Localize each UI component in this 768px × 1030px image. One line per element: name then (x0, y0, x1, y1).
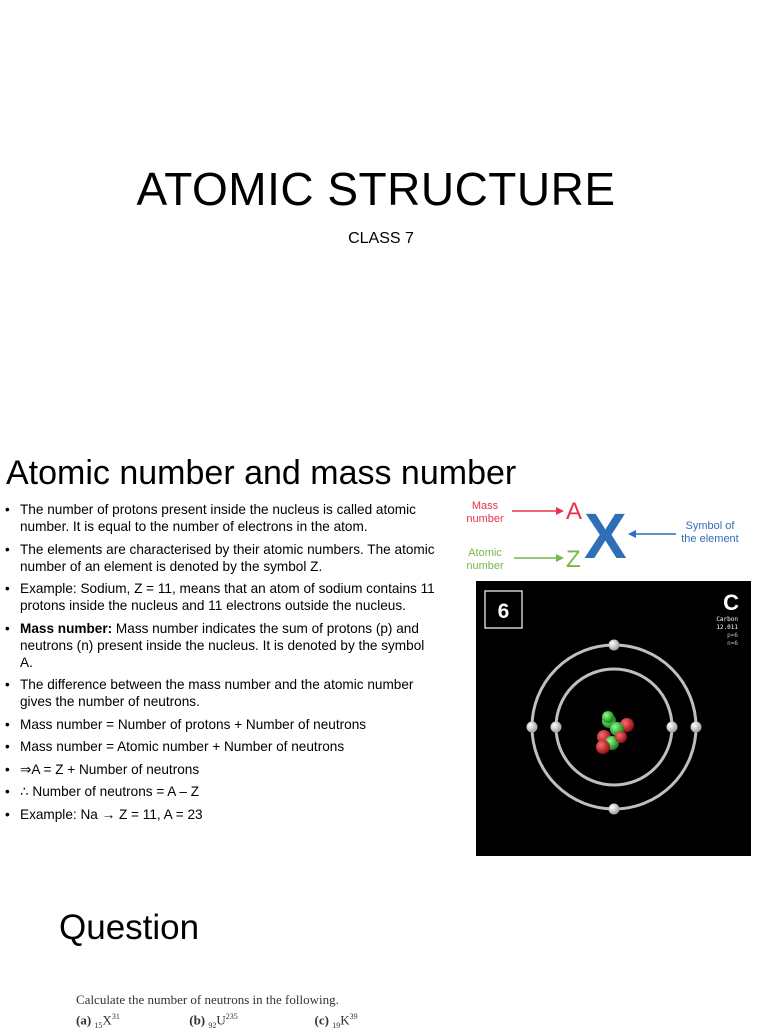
question-option (189, 1012, 311, 1030)
bullet-item (5, 738, 435, 755)
section-heading: Atomic number and mass number (6, 454, 517, 492)
option-mass-number: 39 (349, 1012, 358, 1021)
option-atomic-number: 92 (208, 1020, 217, 1030)
electron (609, 804, 620, 815)
option-label: (a) (76, 1012, 92, 1028)
element-protons: p=6 (727, 632, 738, 639)
title-slide (0, 0, 768, 440)
bullet-text: The number of protons present inside the nucleus is called atomic number. It is equal to the number of electrons in the atom. (20, 502, 416, 534)
electron (609, 640, 620, 651)
atomic-number-value: 6 (497, 600, 510, 623)
symbol-of-element-label: the element (681, 533, 739, 545)
bullet-text: Mass number indicates the sum of protons (p) and neutrons (n) present inside the nucleus. It is denoted by the symbol A. (20, 620, 425, 670)
nuclide-notation-diagram (460, 490, 760, 574)
option-mass-number: 235 (225, 1012, 238, 1021)
option-atomic-number: 19 (332, 1020, 341, 1030)
bullet-text: Example: Na → Z = 11, A = 23 (20, 806, 203, 822)
electron (527, 722, 538, 733)
element-neutrons: n=6 (727, 640, 738, 647)
electron (667, 722, 678, 733)
mass-number-label: number (466, 513, 504, 525)
content-slide (0, 440, 768, 880)
symbol-of-element-label: Symbol of (685, 520, 735, 532)
symbol-z: Z (566, 546, 581, 573)
element-symbol: C (723, 590, 739, 615)
option-symbol: K (340, 1012, 350, 1028)
symbol-x: X (584, 500, 627, 572)
bullet-text: The elements are characterised by their atomic numbers. The atomic number of an element is denoted by the symbol Z. (20, 541, 435, 574)
bullet-text: Example: Sodium, Z = 11, means that an atom of sodium contains 11 protons inside the nucleus and 11 electrons outside the nucleus. (20, 581, 435, 613)
electron (551, 722, 562, 733)
bullet-item (5, 716, 435, 733)
atomic-number-label: Atomic (468, 547, 502, 559)
bullet-text: ∴ Number of neutrons = A – Z (20, 784, 200, 799)
bullet-text: ⇒A = Z + Number of neutrons (20, 761, 200, 777)
option-label: (b) (189, 1012, 206, 1028)
mass-arrowhead (556, 507, 564, 515)
option-symbol: X (102, 1012, 112, 1028)
carbon-atom-model (476, 581, 751, 856)
bullet-item (5, 806, 435, 823)
bullet-item (5, 620, 435, 671)
bullet-text: Mass number = Atomic number + Number of neutrons (20, 739, 345, 754)
element-name: Carbon (716, 616, 738, 623)
question-option (315, 1012, 358, 1030)
neutron (602, 711, 614, 723)
proton (615, 731, 627, 743)
symbol-arrowhead (628, 530, 636, 538)
bullet-item (5, 676, 435, 710)
bullet-item (5, 541, 435, 575)
option-label: (c) (314, 1012, 329, 1028)
bullet-item (5, 580, 435, 614)
bullet-text: The difference between the mass number and the atomic number gives the number of neutrons. (20, 677, 414, 709)
question-heading: Question (59, 908, 200, 947)
question-option (76, 1012, 186, 1030)
bullet-item (5, 501, 435, 535)
option-mass-number: 31 (111, 1012, 120, 1021)
proton (596, 740, 610, 754)
subtitle: CLASS 7 (348, 230, 414, 247)
bullet-item (5, 761, 435, 778)
atomic-number-label: number (466, 560, 504, 572)
main-title: ATOMIC STRUCTURE (136, 163, 616, 215)
question-options (76, 1012, 358, 1030)
element-mass: 12.011 (716, 624, 738, 631)
bullet-item (5, 783, 435, 800)
question-slide (0, 880, 768, 1030)
symbol-a: A (566, 498, 583, 525)
bullet-text: Mass number = Number of protons + Number of neutrons (20, 716, 367, 732)
option-symbol: U (216, 1012, 226, 1028)
option-atomic-number: 15 (94, 1020, 103, 1030)
bullet-list (5, 501, 435, 828)
bullet-bold-term: Mass number: (20, 620, 113, 636)
atomic-arrowhead (556, 554, 564, 562)
question-text: Calculate the number of neutrons in the following. (76, 992, 339, 1007)
electron (691, 722, 702, 733)
mass-number-label: Mass (471, 500, 499, 512)
